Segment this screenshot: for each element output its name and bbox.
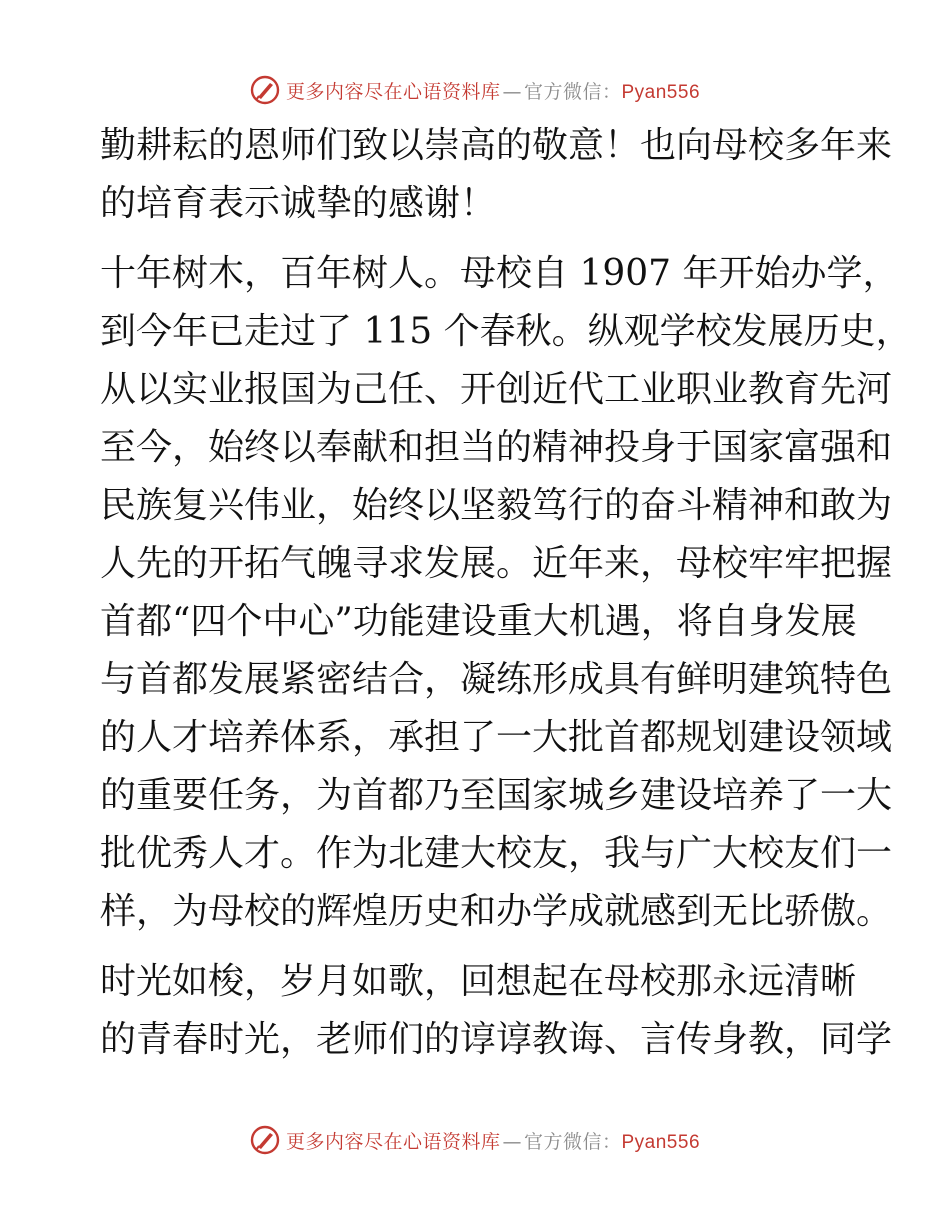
text-line: 的人才培养体系，承担了一大批首都规划建设领域 bbox=[100, 717, 893, 758]
paragraph-3 bbox=[100, 953, 893, 1069]
text-line: 批优秀人才。作为北建大校友，我与广大校友们一 bbox=[100, 833, 893, 874]
text-line: 与首都发展紧密结合，凝练形成具有鲜明建筑特色 bbox=[100, 659, 893, 700]
text-line: 从以实业报国为己任、开创近代工业职业教育先河 bbox=[100, 369, 893, 410]
watermark-sub: 官方微信： bbox=[523, 1130, 622, 1153]
watermark-text bbox=[286, 1127, 700, 1154]
text-line: 十年树木，百年树人。母校自 1907 年开始办学， bbox=[100, 253, 899, 294]
header-watermark bbox=[0, 70, 950, 110]
document-body bbox=[100, 117, 912, 1081]
watermark-id: Pyan556 bbox=[621, 1131, 701, 1153]
quill-logo-icon bbox=[250, 75, 280, 105]
watermark-main: 更多内容尽在心语资料库 bbox=[285, 80, 501, 103]
text-line: 人先的开拓气魄寻求发展。近年来，母校牢牢把握 bbox=[100, 543, 893, 584]
text-line: 勤耕耘的恩师们致以崇高的敬意！也向母校多年来 bbox=[100, 125, 893, 166]
watermark-separator: — bbox=[502, 1130, 522, 1153]
text-line: 的青春时光，老师们的谆谆教诲、言传身教，同学 bbox=[100, 1019, 893, 1060]
text-line: 到今年已走过了 115 个春秋。纵观学校发展历史， bbox=[100, 311, 912, 352]
text-line: 民族复兴伟业，始终以坚毅笃行的奋斗精神和敢为 bbox=[100, 485, 893, 526]
paragraph-2 bbox=[100, 245, 912, 941]
text-line: 的重要任务，为首都乃至国家城乡建设培养了一大 bbox=[100, 775, 893, 816]
footer-watermark bbox=[0, 1120, 950, 1160]
quill-logo-icon bbox=[250, 1125, 280, 1155]
watermark-text bbox=[286, 77, 700, 104]
paragraph-1 bbox=[100, 117, 893, 233]
watermark-separator: — bbox=[502, 80, 522, 103]
text-line: 样，为母校的辉煌历史和办学成就感到无比骄傲。 bbox=[100, 891, 893, 932]
text-line: 首都“四个中心”功能建设重大机遇，将自身发展 bbox=[100, 601, 857, 642]
text-line: 时光如梭，岁月如歌，回想起在母校那永远清晰 bbox=[100, 961, 857, 1002]
watermark-id: Pyan556 bbox=[621, 81, 701, 103]
text-line: 至今，始终以奉献和担当的精神投身于国家富强和 bbox=[100, 427, 893, 468]
watermark-sub: 官方微信： bbox=[523, 80, 622, 103]
text-line: 的培育表示诚挚的感谢！ bbox=[100, 183, 497, 224]
watermark-main: 更多内容尽在心语资料库 bbox=[285, 1130, 501, 1153]
